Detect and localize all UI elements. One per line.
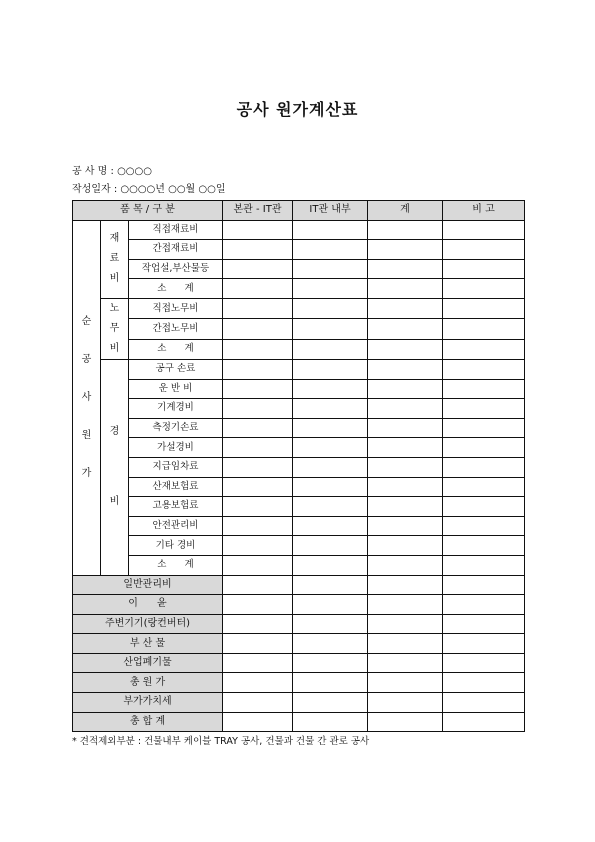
summary-row xyxy=(73,653,525,673)
table-row xyxy=(73,536,525,556)
summary-row xyxy=(73,693,525,713)
header-remarks: 비 고 xyxy=(443,201,525,221)
table-row xyxy=(73,477,525,497)
table-row xyxy=(73,220,525,240)
table-row xyxy=(73,359,525,379)
item-label: 간접노무비 xyxy=(129,319,223,339)
item-label: 소 계 xyxy=(129,339,223,359)
summary-row xyxy=(73,614,525,634)
item-label: 측정기손료 xyxy=(129,418,223,438)
item-label: 지급임차료 xyxy=(129,457,223,477)
table-row xyxy=(73,497,525,517)
table-row xyxy=(73,457,525,477)
summary-row xyxy=(73,575,525,595)
summary-label: 총 합 계 xyxy=(73,712,223,732)
summary-label: 부 산 물 xyxy=(73,634,223,654)
table-row xyxy=(73,279,525,299)
table-row xyxy=(73,555,525,575)
summary-row xyxy=(73,634,525,654)
creation-date: 작성일자 : ○○○○년 ○○월 ○○일 xyxy=(72,184,226,195)
table-row xyxy=(73,399,525,419)
summary-row xyxy=(73,673,525,693)
item-label: 기타 경비 xyxy=(129,536,223,556)
item-label: 기계경비 xyxy=(129,399,223,419)
table-row xyxy=(73,339,525,359)
item-label: 직접노무비 xyxy=(129,298,223,318)
project-name: 공 사 명 : ○○○○ xyxy=(72,166,152,177)
summary-label: 부가가치세 xyxy=(73,693,223,713)
header-total: 계 xyxy=(368,201,443,221)
table-row xyxy=(73,240,525,260)
net-construction-cost-label: 순 공 사 원 가 xyxy=(73,220,101,575)
item-label: 소 계 xyxy=(129,279,223,299)
summary-label: 산업폐기물 xyxy=(73,653,223,673)
item-label: 소 계 xyxy=(129,555,223,575)
header-main-to-it: 본관 - IT관 xyxy=(223,201,293,221)
summary-label: 주변기기(랑컨버터) xyxy=(73,614,223,634)
header-it-internal: IT관 내부 xyxy=(293,201,368,221)
item-label: 고용보험료 xyxy=(129,497,223,517)
summary-row xyxy=(73,595,525,615)
table-row xyxy=(73,298,525,318)
table-row xyxy=(73,516,525,536)
item-label: 직접재료비 xyxy=(129,220,223,240)
table-row xyxy=(73,259,525,279)
table-row xyxy=(73,319,525,339)
header-item-category: 품 목 / 구 분 xyxy=(73,201,223,221)
footnote: * 견적제외부분 : 건물내부 케이블 TRAY 공사, 건물과 건물 간 관로 공사 xyxy=(72,736,370,747)
labor-cost-label: 노 무 비 xyxy=(101,298,129,359)
summary-row xyxy=(73,712,525,732)
cost-table xyxy=(72,200,525,732)
item-label: 작업설,부산물등 xyxy=(129,259,223,279)
table-row xyxy=(73,418,525,438)
item-label: 산재보험료 xyxy=(129,477,223,497)
item-label: 가설경비 xyxy=(129,438,223,458)
expense-label: 경 비 xyxy=(101,359,129,575)
summary-label: 일반관리비 xyxy=(73,575,223,595)
item-label: 운 반 비 xyxy=(129,379,223,399)
item-label: 간접재료비 xyxy=(129,240,223,260)
document-title: 공사 원가계산표 xyxy=(236,100,359,119)
table-row xyxy=(73,438,525,458)
item-label: 공구 손료 xyxy=(129,359,223,379)
item-label: 안전관리비 xyxy=(129,516,223,536)
material-cost-label: 재 료 비 xyxy=(101,220,129,298)
summary-label: 이 윤 xyxy=(73,595,223,615)
header-row xyxy=(73,201,525,221)
table-row xyxy=(73,379,525,399)
summary-label: 총 원 가 xyxy=(73,673,223,693)
